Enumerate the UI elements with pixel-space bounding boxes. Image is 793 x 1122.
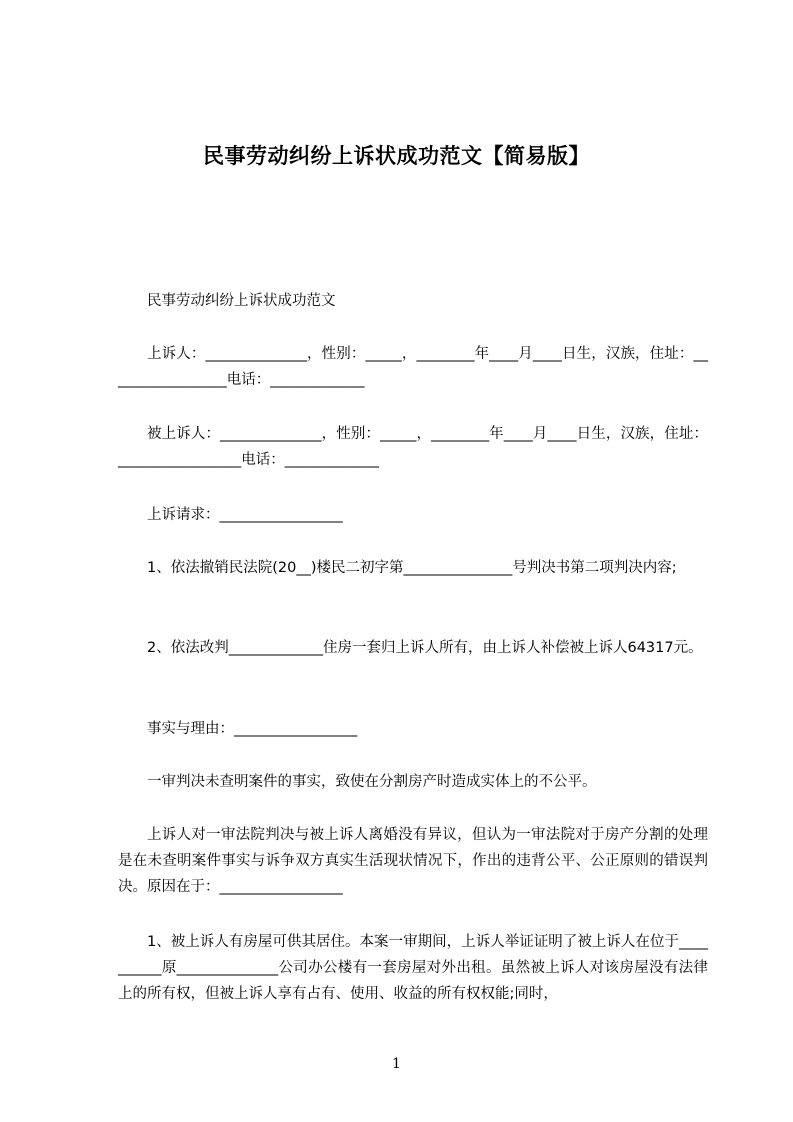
paragraph-request-item-2: 2、依法改判_____________住房一套归上诉人所有，由上诉人补偿被上诉人64317元。 bbox=[147, 640, 703, 656]
paragraph-appeal-request: 上诉请求：_________________ bbox=[147, 507, 343, 523]
paragraph-reasoning: 上诉人对一审法院判决与被上诉人离婚没有异议，但认为一审法院对于房产分割的处理是在未查明案件事实与诉争双方真实生活现状情况下，作出的违背公平、公正原则的错误判决。原因在于：_________________ bbox=[118, 827, 708, 895]
paragraph-facts-heading: 事实与理由：_________________ bbox=[147, 721, 358, 737]
paragraph-heading: 民事劳动纠纷上诉状成功范文 bbox=[147, 293, 336, 309]
paragraph-first-instance: 一审判决未查明案件的事实，致使在分割房产时造成实体上的不公平。 bbox=[147, 774, 597, 790]
paragraph-appellee: 被上诉人：______________，性别：_____，________年____月____日生，汉族，住址：_________________电话：_____________ bbox=[118, 426, 708, 468]
paragraph-appellant: 上诉人：______________，性别：_____，________年____月____日生，汉族，住址：_________________电话：_____________ bbox=[118, 346, 708, 388]
page-number: 1 bbox=[392, 1056, 401, 1072]
document-title: 民事劳动纠纷上诉状成功范文【简易版】 bbox=[203, 144, 590, 168]
paragraph-reason-1: 1、被上诉人有房屋可供其居住。本案一审期间，上诉人举证证明了被上诉人在位于__________原______________公司办公楼有一套房屋对外出租。虽然被上诉人对该房屋没有法律上的所有权，但被上诉人享有占有、使用、收益的所有权权能;同时， bbox=[118, 934, 708, 1002]
paragraph-request-item-1: 1、依法撤销民法院(20__)楼民二初字第_______________号判决书第二项判决内容; bbox=[147, 560, 677, 576]
